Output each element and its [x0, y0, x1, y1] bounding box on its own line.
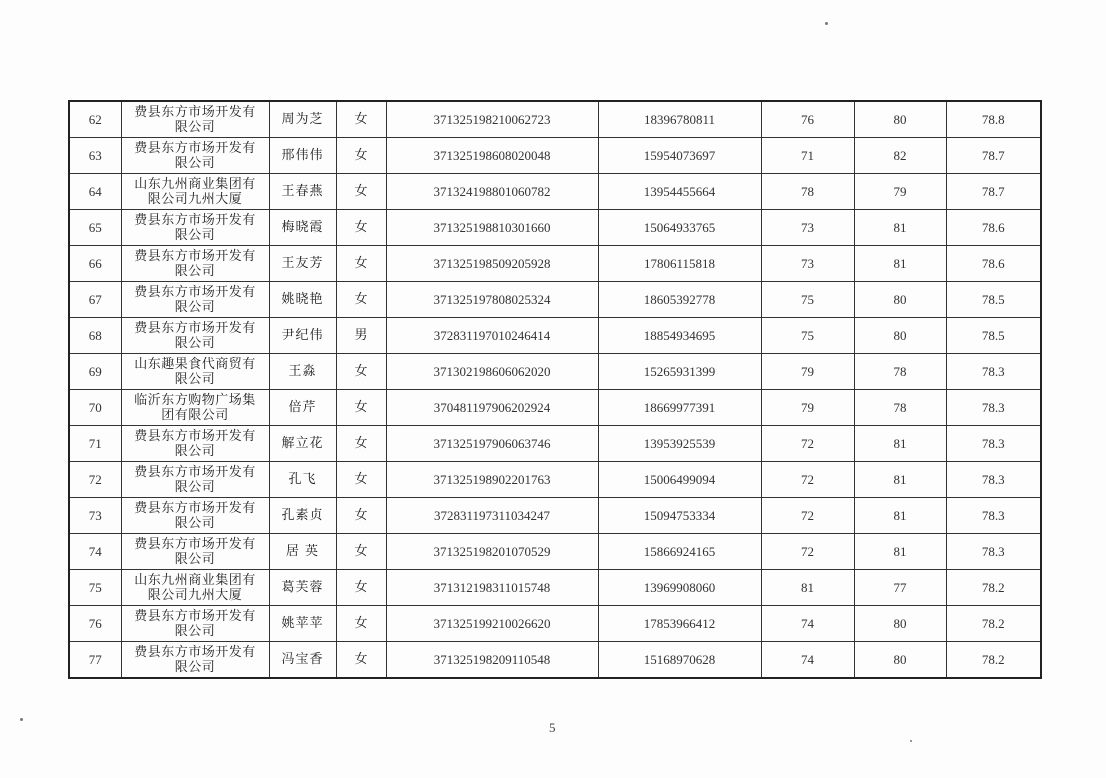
seq-cell: 64 [69, 174, 121, 210]
gender-cell: 女 [336, 174, 386, 210]
phone-cell: 18605392778 [598, 282, 761, 318]
company-line: 限公司 [174, 371, 216, 387]
score-1-cell: 71 [761, 138, 854, 174]
score-2-cell: 80 [854, 642, 946, 679]
company-cell [121, 174, 269, 210]
seq-cell: 75 [69, 570, 121, 606]
company-line: 限公司 [174, 623, 216, 639]
id-number-cell: 371312198311015748 [386, 570, 598, 606]
company-line: 费县东方市场开发有 [134, 320, 256, 336]
score-2-cell: 78 [854, 390, 946, 426]
company-cell [121, 642, 269, 679]
phone-cell: 15265931399 [598, 354, 761, 390]
company-line: 费县东方市场开发有 [134, 212, 256, 228]
total-score-cell: 78.6 [946, 246, 1041, 282]
score-2-cell: 81 [854, 498, 946, 534]
phone-cell: 15866924165 [598, 534, 761, 570]
total-score-cell: 78.7 [946, 138, 1041, 174]
score-2-cell: 81 [854, 534, 946, 570]
id-number-cell: 370481197906202924 [386, 390, 598, 426]
table-row [69, 462, 1041, 498]
company-cell [121, 606, 269, 642]
phone-cell: 15006499094 [598, 462, 761, 498]
id-number-cell: 371325198201070529 [386, 534, 598, 570]
seq-cell: 68 [69, 318, 121, 354]
id-number-cell: 371325198209110548 [386, 642, 598, 679]
name-cell: 姚苹苹 [269, 606, 336, 642]
total-score-cell: 78.3 [946, 534, 1041, 570]
gender-cell: 女 [336, 101, 386, 138]
company-cell [121, 138, 269, 174]
company-cell [121, 390, 269, 426]
company-cell [121, 570, 269, 606]
id-number-cell: 371325198210062723 [386, 101, 598, 138]
score-2-cell: 81 [854, 246, 946, 282]
score-1-cell: 75 [761, 282, 854, 318]
company-line: 限公司 [174, 263, 216, 279]
id-number-cell: 371302198606062020 [386, 354, 598, 390]
gender-cell: 女 [336, 642, 386, 679]
id-number-cell: 371325198509205928 [386, 246, 598, 282]
company-line: 限公司九州大厦 [147, 587, 243, 603]
company-line: 限公司九州大厦 [147, 191, 243, 207]
phone-cell: 13954455664 [598, 174, 761, 210]
score-2-cell: 78 [854, 354, 946, 390]
id-number-cell: 371325197808025324 [386, 282, 598, 318]
total-score-cell: 78.2 [946, 606, 1041, 642]
seq-cell: 65 [69, 210, 121, 246]
company-line: 限公司 [174, 299, 216, 315]
name-cell: 邢伟伟 [269, 138, 336, 174]
company-line: 山东趣果食代商贸有 [134, 356, 256, 372]
gender-cell: 女 [336, 534, 386, 570]
seq-cell: 70 [69, 390, 121, 426]
gender-cell: 女 [336, 246, 386, 282]
score-1-cell: 72 [761, 462, 854, 498]
name-cell: 周为芝 [269, 101, 336, 138]
phone-cell: 15094753334 [598, 498, 761, 534]
total-score-cell: 78.3 [946, 390, 1041, 426]
company-line: 限公司 [174, 227, 216, 243]
seq-cell: 69 [69, 354, 121, 390]
seq-cell: 71 [69, 426, 121, 462]
score-1-cell: 73 [761, 210, 854, 246]
name-cell: 尹纪伟 [269, 318, 336, 354]
company-cell [121, 210, 269, 246]
company-line: 费县东方市场开发有 [134, 608, 256, 624]
id-number-cell: 371325197906063746 [386, 426, 598, 462]
id-number-cell: 371325198810301660 [386, 210, 598, 246]
company-cell [121, 426, 269, 462]
phone-cell: 17853966412 [598, 606, 761, 642]
company-cell [121, 318, 269, 354]
score-2-cell: 81 [854, 210, 946, 246]
company-cell [121, 246, 269, 282]
name-cell: 居 英 [269, 534, 336, 570]
table-row [69, 570, 1041, 606]
gender-cell: 女 [336, 498, 386, 534]
company-cell [121, 354, 269, 390]
gender-cell: 女 [336, 138, 386, 174]
phone-cell: 15954073697 [598, 138, 761, 174]
gender-cell: 女 [336, 210, 386, 246]
scan-speck [910, 740, 912, 742]
table-row [69, 390, 1041, 426]
score-1-cell: 79 [761, 354, 854, 390]
score-1-cell: 72 [761, 498, 854, 534]
company-line: 限公司 [174, 155, 216, 171]
company-line: 限公司 [174, 659, 216, 675]
seq-cell: 62 [69, 101, 121, 138]
score-1-cell: 72 [761, 534, 854, 570]
name-cell: 冯宝香 [269, 642, 336, 679]
company-line: 山东九州商业集团有 [134, 176, 256, 192]
company-line: 限公司 [174, 515, 216, 531]
seq-cell: 72 [69, 462, 121, 498]
company-line: 费县东方市场开发有 [134, 464, 256, 480]
gender-cell: 女 [336, 462, 386, 498]
table-row [69, 534, 1041, 570]
phone-cell: 18854934695 [598, 318, 761, 354]
name-cell: 梅晓霞 [269, 210, 336, 246]
table-row [69, 138, 1041, 174]
company-cell [121, 498, 269, 534]
gender-cell: 女 [336, 282, 386, 318]
score-2-cell: 81 [854, 426, 946, 462]
company-line: 限公司 [174, 119, 216, 135]
score-1-cell: 74 [761, 606, 854, 642]
name-cell: 解立花 [269, 426, 336, 462]
score-2-cell: 80 [854, 282, 946, 318]
company-cell [121, 282, 269, 318]
score-1-cell: 81 [761, 570, 854, 606]
total-score-cell: 78.3 [946, 498, 1041, 534]
score-2-cell: 79 [854, 174, 946, 210]
scan-speck [825, 22, 828, 25]
company-line: 限公司 [174, 443, 216, 459]
company-line: 山东九州商业集团有 [134, 572, 256, 588]
company-line: 费县东方市场开发有 [134, 428, 256, 444]
total-score-cell: 78.5 [946, 318, 1041, 354]
gender-cell: 女 [336, 354, 386, 390]
name-cell: 王春燕 [269, 174, 336, 210]
phone-cell: 15168970628 [598, 642, 761, 679]
total-score-cell: 78.8 [946, 101, 1041, 138]
score-1-cell: 76 [761, 101, 854, 138]
score-2-cell: 77 [854, 570, 946, 606]
id-number-cell: 372831197010246414 [386, 318, 598, 354]
name-cell: 王友芳 [269, 246, 336, 282]
id-number-cell: 371324198801060782 [386, 174, 598, 210]
score-2-cell: 80 [854, 101, 946, 138]
company-line: 限公司 [174, 335, 216, 351]
company-line: 费县东方市场开发有 [134, 140, 256, 156]
table-row [69, 174, 1041, 210]
seq-cell: 77 [69, 642, 121, 679]
score-2-cell: 82 [854, 138, 946, 174]
phone-cell: 18669977391 [598, 390, 761, 426]
roster-table [68, 100, 1042, 679]
roster-body [69, 101, 1041, 678]
company-cell [121, 462, 269, 498]
table-row [69, 426, 1041, 462]
page-number: 5 [549, 720, 556, 735]
table-row [69, 101, 1041, 138]
table-row [69, 498, 1041, 534]
name-cell: 孔飞 [269, 462, 336, 498]
total-score-cell: 78.2 [946, 642, 1041, 679]
seq-cell: 67 [69, 282, 121, 318]
table-row [69, 642, 1041, 679]
seq-cell: 74 [69, 534, 121, 570]
table-row [69, 606, 1041, 642]
id-number-cell: 371325199210026620 [386, 606, 598, 642]
gender-cell: 女 [336, 390, 386, 426]
scan-speck [20, 718, 23, 721]
company-line: 费县东方市场开发有 [134, 644, 256, 660]
seq-cell: 76 [69, 606, 121, 642]
total-score-cell: 78.2 [946, 570, 1041, 606]
gender-cell: 女 [336, 570, 386, 606]
seq-cell: 73 [69, 498, 121, 534]
company-line: 费县东方市场开发有 [134, 284, 256, 300]
name-cell: 王淼 [269, 354, 336, 390]
table-row [69, 246, 1041, 282]
score-1-cell: 75 [761, 318, 854, 354]
name-cell: 倍芹 [269, 390, 336, 426]
company-cell [121, 101, 269, 138]
total-score-cell: 78.3 [946, 354, 1041, 390]
name-cell: 姚晓艳 [269, 282, 336, 318]
phone-cell: 18396780811 [598, 101, 761, 138]
score-1-cell: 78 [761, 174, 854, 210]
phone-cell: 13953925539 [598, 426, 761, 462]
company-line: 费县东方市场开发有 [134, 536, 256, 552]
table-row [69, 354, 1041, 390]
table-row [69, 318, 1041, 354]
company-line: 团有限公司 [161, 407, 229, 423]
total-score-cell: 78.5 [946, 282, 1041, 318]
id-number-cell: 372831197311034247 [386, 498, 598, 534]
total-score-cell: 78.6 [946, 210, 1041, 246]
total-score-cell: 78.7 [946, 174, 1041, 210]
score-2-cell: 80 [854, 318, 946, 354]
company-line: 限公司 [174, 551, 216, 567]
gender-cell: 女 [336, 426, 386, 462]
gender-cell: 女 [336, 606, 386, 642]
table-row [69, 282, 1041, 318]
score-1-cell: 73 [761, 246, 854, 282]
phone-cell: 17806115818 [598, 246, 761, 282]
company-line: 费县东方市场开发有 [134, 248, 256, 264]
score-1-cell: 72 [761, 426, 854, 462]
score-2-cell: 81 [854, 462, 946, 498]
seq-cell: 66 [69, 246, 121, 282]
name-cell: 葛芙蓉 [269, 570, 336, 606]
phone-cell: 13969908060 [598, 570, 761, 606]
company-line: 费县东方市场开发有 [134, 500, 256, 516]
company-line: 限公司 [174, 479, 216, 495]
phone-cell: 15064933765 [598, 210, 761, 246]
total-score-cell: 78.3 [946, 426, 1041, 462]
company-line: 费县东方市场开发有 [134, 104, 256, 120]
id-number-cell: 371325198902201763 [386, 462, 598, 498]
seq-cell: 63 [69, 138, 121, 174]
table-row [69, 210, 1041, 246]
score-2-cell: 80 [854, 606, 946, 642]
name-cell: 孔素贞 [269, 498, 336, 534]
total-score-cell: 78.3 [946, 462, 1041, 498]
company-line: 临沂东方购物广场集 [134, 392, 256, 408]
score-1-cell: 74 [761, 642, 854, 679]
id-number-cell: 371325198608020048 [386, 138, 598, 174]
score-1-cell: 79 [761, 390, 854, 426]
gender-cell: 男 [336, 318, 386, 354]
company-cell [121, 534, 269, 570]
